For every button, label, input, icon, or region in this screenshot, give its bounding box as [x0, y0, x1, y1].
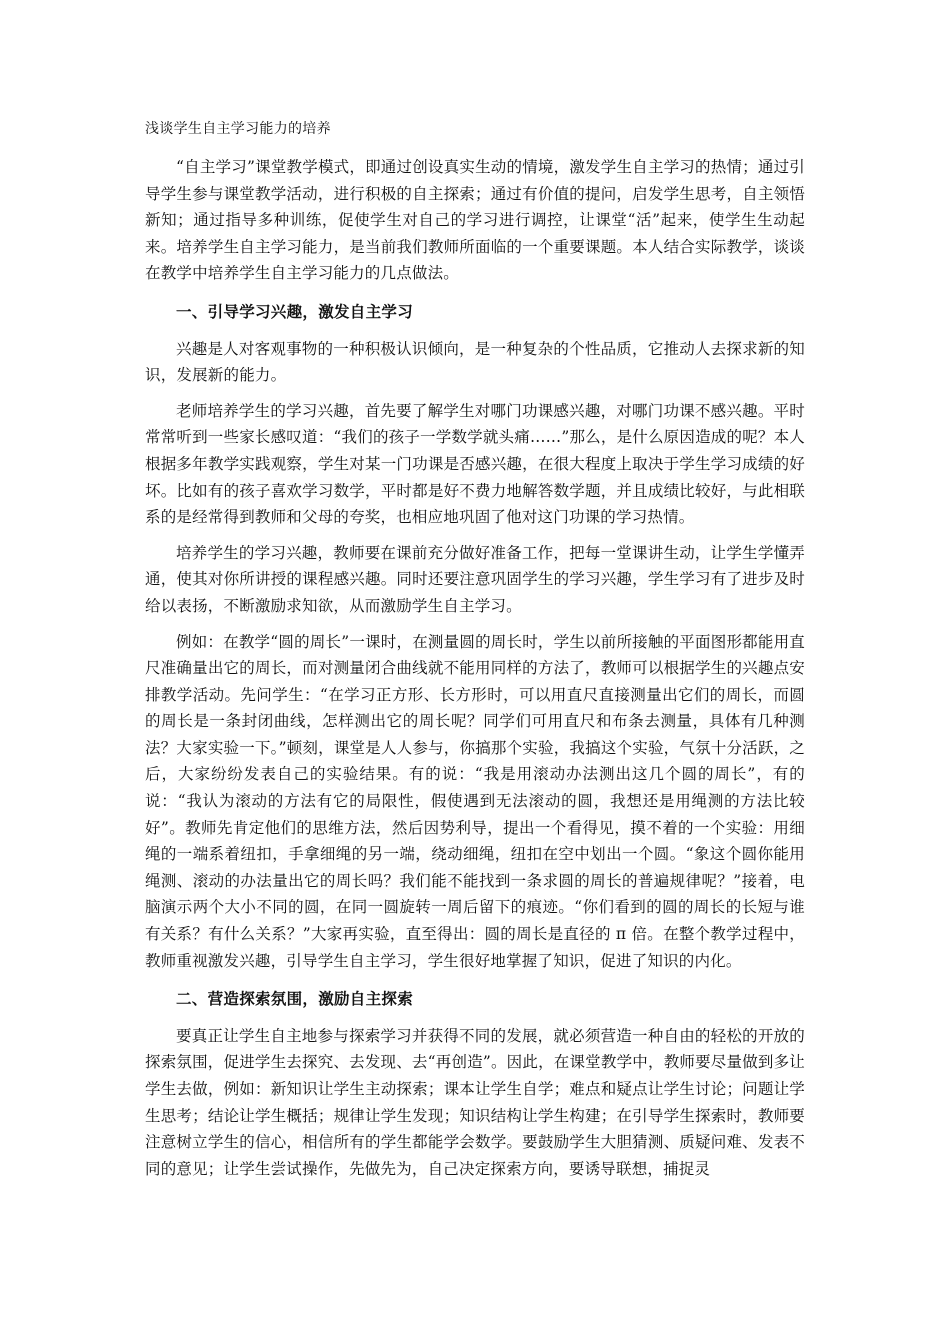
- intro-paragraph: “自主学习”课堂教学模式，即通过创设真实生动的情境，激发学生自主学习的热情；通过引导学生参与课堂教学活动，进行积极的自主探索；通过有价值的提问，启发学生思考，自主领悟新知；通过指导多种训练，促使学生对自己的学习进行调控，让课堂“活”起来，使学生生动起来。培养学生自主学习能力，是当前我们教师所面临的一个重要课题。本人结合实际教学，谈谈在教学中培养学生自主学习能力的几点做法。: [145, 158, 805, 283]
- document-body: [145, 118, 805, 1182]
- section1-paragraph-1: 兴趣是人对客观事物的一种积极认识倾向，是一种复杂的个性品质，它推动人去探求新的知识，发展新的能力。: [145, 339, 805, 385]
- document-title: 浅谈学生自主学习能力的培养: [145, 121, 331, 137]
- section1-paragraph-3: 培养学生的学习兴趣，教师要在课前充分做好准备工作，把每一堂课讲生动，让学生学懂弄通，使其对你所讲授的课程感兴趣。同时还要注意巩固学生的学习兴趣，学生学习有了进步及时给以表扬，不断激励求知欲，从而激励学生自主学习。: [145, 543, 805, 615]
- section-heading-1: 一、引导学习兴趣，激发自主学习: [176, 302, 414, 321]
- section1-paragraph-2: 老师培养学生的学习兴趣，首先要了解学生对哪门功课感兴趣，对哪门功课不感兴趣。平时常常听到一些家长感叹道：“我们的孩子一学数学就头痛……”那么，是什么原因造成的呢？本人根据多年教学实践观察，学生对某一门功课是否感兴趣，在很大程度上取决于学生学习成绩的好坏。比如有的孩子喜欢学习数学，平时都是好不费力地解答数学题，并且成绩比较好，与此相联系的是经常得到教师和父母的夸奖，也相应地巩固了他对这门功课的学习热情。: [145, 401, 805, 527]
- section-heading-2: 二、营造探索氛围，激励自主探索: [176, 990, 414, 1009]
- section1-paragraph-4: 例如：在教学“圆的周长”一课时，在测量圆的周长时，学生以前所接触的平面图形都能用直尺准确量出它的周长，而对测量闭合曲线就不能用同样的方法了，教师可以根据学生的兴趣点安排教学活动。先问学生：“在学习正方形、长方形时，可以用直尺直接测量出它们的周长，而圆的周长是一条封闭曲线，怎样测出它的周长呢？同学们可用直尺和布条去测量，具体有几种测法？大家实验一下。”顿刻，课堂是人人参与，你搞那个实验，我搞这个实验，气氛十分活跃，之后，大家纷纷发表自己的实验结果。有的说：“我是用滚动办法测出这几个圆的周长”，有的说：“我认为滚动的方法有它的局限性，假使遇到无法滚动的圆，我想还是用绳测的方法比较好”。教师先肯定他们的思维方法，然后因势利导，提出一个看得见，摸不着的一个实验：用细绳的一端系着纽扣，手拿细绳的另一端，绕动细绳，纽扣在空中划出一个圆。“象这个圆你能用绳测、滚动的办法量出它的周长吗？我们能不能找到一条求圆的周长的普遍规律呢？”接着，电脑演示两个大小不同的圆，在同一圆旋转一周后留下的痕迹。“你们看到的圆的周长的长短与谁有关系？有什么关系？”大家再实验，直至得出：圆的周长是直径的 π 倍。在整个教学过程中，教师重视激发兴趣，引导学生自主学习，学生很好地掌握了知识，促进了知识的内化。: [145, 632, 805, 970]
- section2-paragraph-1: 要真正让学生自主地参与探索学习并获得不同的发展，就必须营造一种自由的轻松的开放的探索氛围，促进学生去探究、去发现、去“再创造”。因此，在课堂教学中，教师要尽量做到多让学生去做，例如：新知识让学生主动探索；课本让学生自学；难点和疑点让学生讨论；问题让学生思考；结论让学生概括；规律让学生发现；知识结构让学生构建；在引导学生探索时，教师要注意树立学生的信心，相信所有的学生都能学会数学。要鼓励学生大胆猜测、质疑问难、发表不同的意见；让学生尝试操作，先做先为，自己决定探索方向，要诱导联想，捕捉灵: [145, 1026, 805, 1178]
